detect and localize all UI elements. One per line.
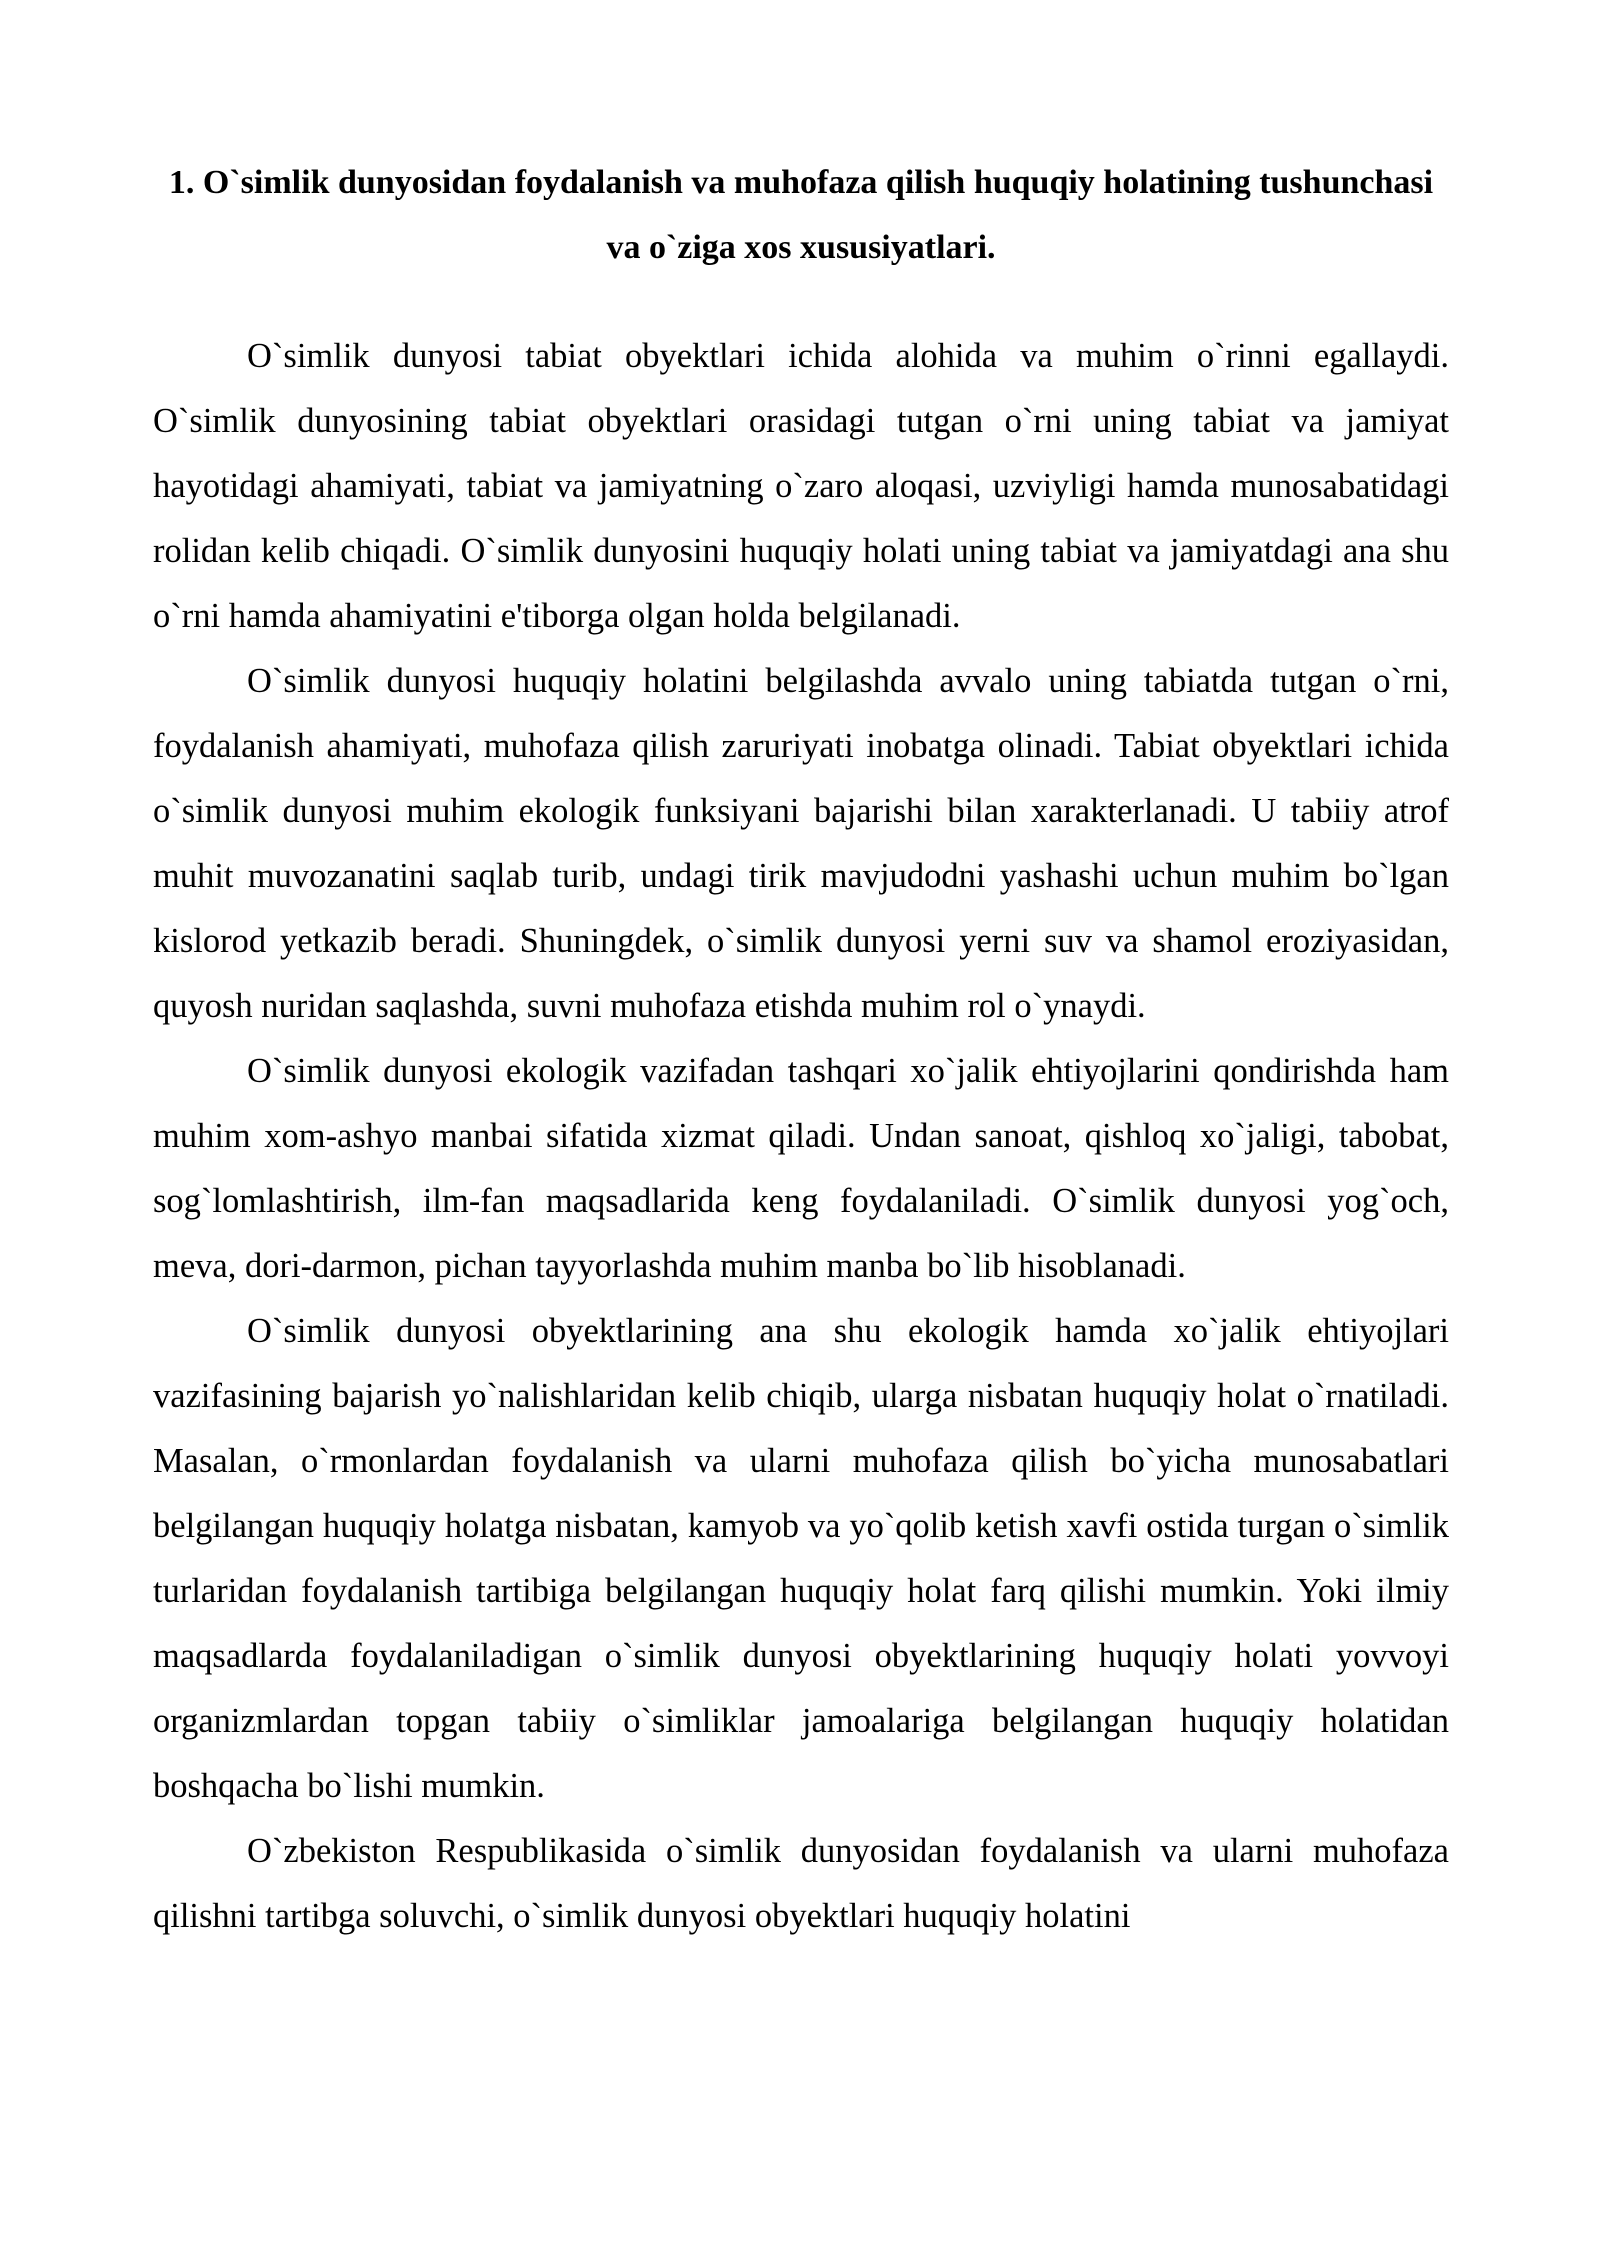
paragraph-5: O`zbekiston Respublikasida o`simlik dunyosidan foydalanish va ularni muhofaza qilishni tartibga soluvchi, o`simlik dunyosi obyektlari huquqiy holatini <box>153 1832 1449 1935</box>
paragraph-1: O`simlik dunyosi tabiat obyektlari ichida alohida va muhim o`rinni egallaydi. O`simlik dunyosining tabiat obyektlari orasidagi tutgan o`rni uning tabiat va jamiyat hayotidagi ahamiyati, tabiat va jamiyatning o`zaro aloqasi, uzviyligi hamda munosabatidagi rolidan kelib chiqadi. O`simlik dunyosini huquqiy holati uning tabiat va jamiyatdagi ana shu o`rni hamda ahamiyatini e'tiborga olgan holda belgilanadi. <box>153 337 1449 635</box>
document-title: 1. O`simlik dunyosidan foydalanish va muhofaza qilish huquqiy holatining tushunchasi va o`ziga xos xususiyatlari. <box>168 164 1434 266</box>
paragraph-3: O`simlik dunyosi ekologik vazifadan tashqari xo`jalik ehtiyojlarini qondirishda ham muhim xom-ashyo manbai sifatida xizmat qiladi. Undan sanoat, qishloq xo`jaligi, tabobat, sog`lomlashtirish, ilm-fan maqsadlarida keng foydalaniladi. O`simlik dunyosi yog`och, meva, dori-darmon, pichan tayyorlashda muhim manba bo`lib hisoblanadi. <box>153 1052 1449 1285</box>
paragraph-4: O`simlik dunyosi obyektlarining ana shu ekologik hamda xo`jalik ehtiyojlari vazifasining bajarish yo`nalishlaridan kelib chiqib, ularga nisbatan huquqiy holat o`rnatiladi. Masalan, o`rmonlardan foydalanish va ularni muhofaza qilish bo`yicha munosabatlari belgilangan huquqiy holatga nisbatan, kamyob va yo`qolib ketish xavfi ostida turgan o`simlik turlaridan foydalanish tartibiga belgilangan huquqiy holat farq qilishi mumkin. Yoki ilmiy maqsadlarda foydalaniladigan o`simlik dunyosi obyektlarining huquqiy holati yovvoyi organizmlardan topgan tabiiy o`simliklar jamoalariga belgilangan huquqiy holatidan boshqacha bo`lishi mumkin. <box>153 1312 1449 1805</box>
paragraph-2: O`simlik dunyosi huquqiy holatini belgilashda avvalo uning tabiatda tutgan o`rni, foydalanish ahamiyati, muhofaza qilish zaruriyati inobatga olinadi. Tabiat obyektlari ichida o`simlik dunyosi muhim ekologik funksiyani bajarishi bilan xarakterlanadi. U tabiiy atrof muhit muvozanatini saqlab turib, undagi tirik mavjudodni yashashi uchun muhim bo`lgan kislorod yetkazib beradi. Shuningdek, o`simlik dunyosi yerni suv va shamol eroziyasidan, quyosh nuridan saqlashda, suvni muhofaza etishda muhim rol o`ynaydi. <box>153 662 1449 1025</box>
document-content <box>153 150 1449 1949</box>
document-body <box>153 324 1449 1949</box>
